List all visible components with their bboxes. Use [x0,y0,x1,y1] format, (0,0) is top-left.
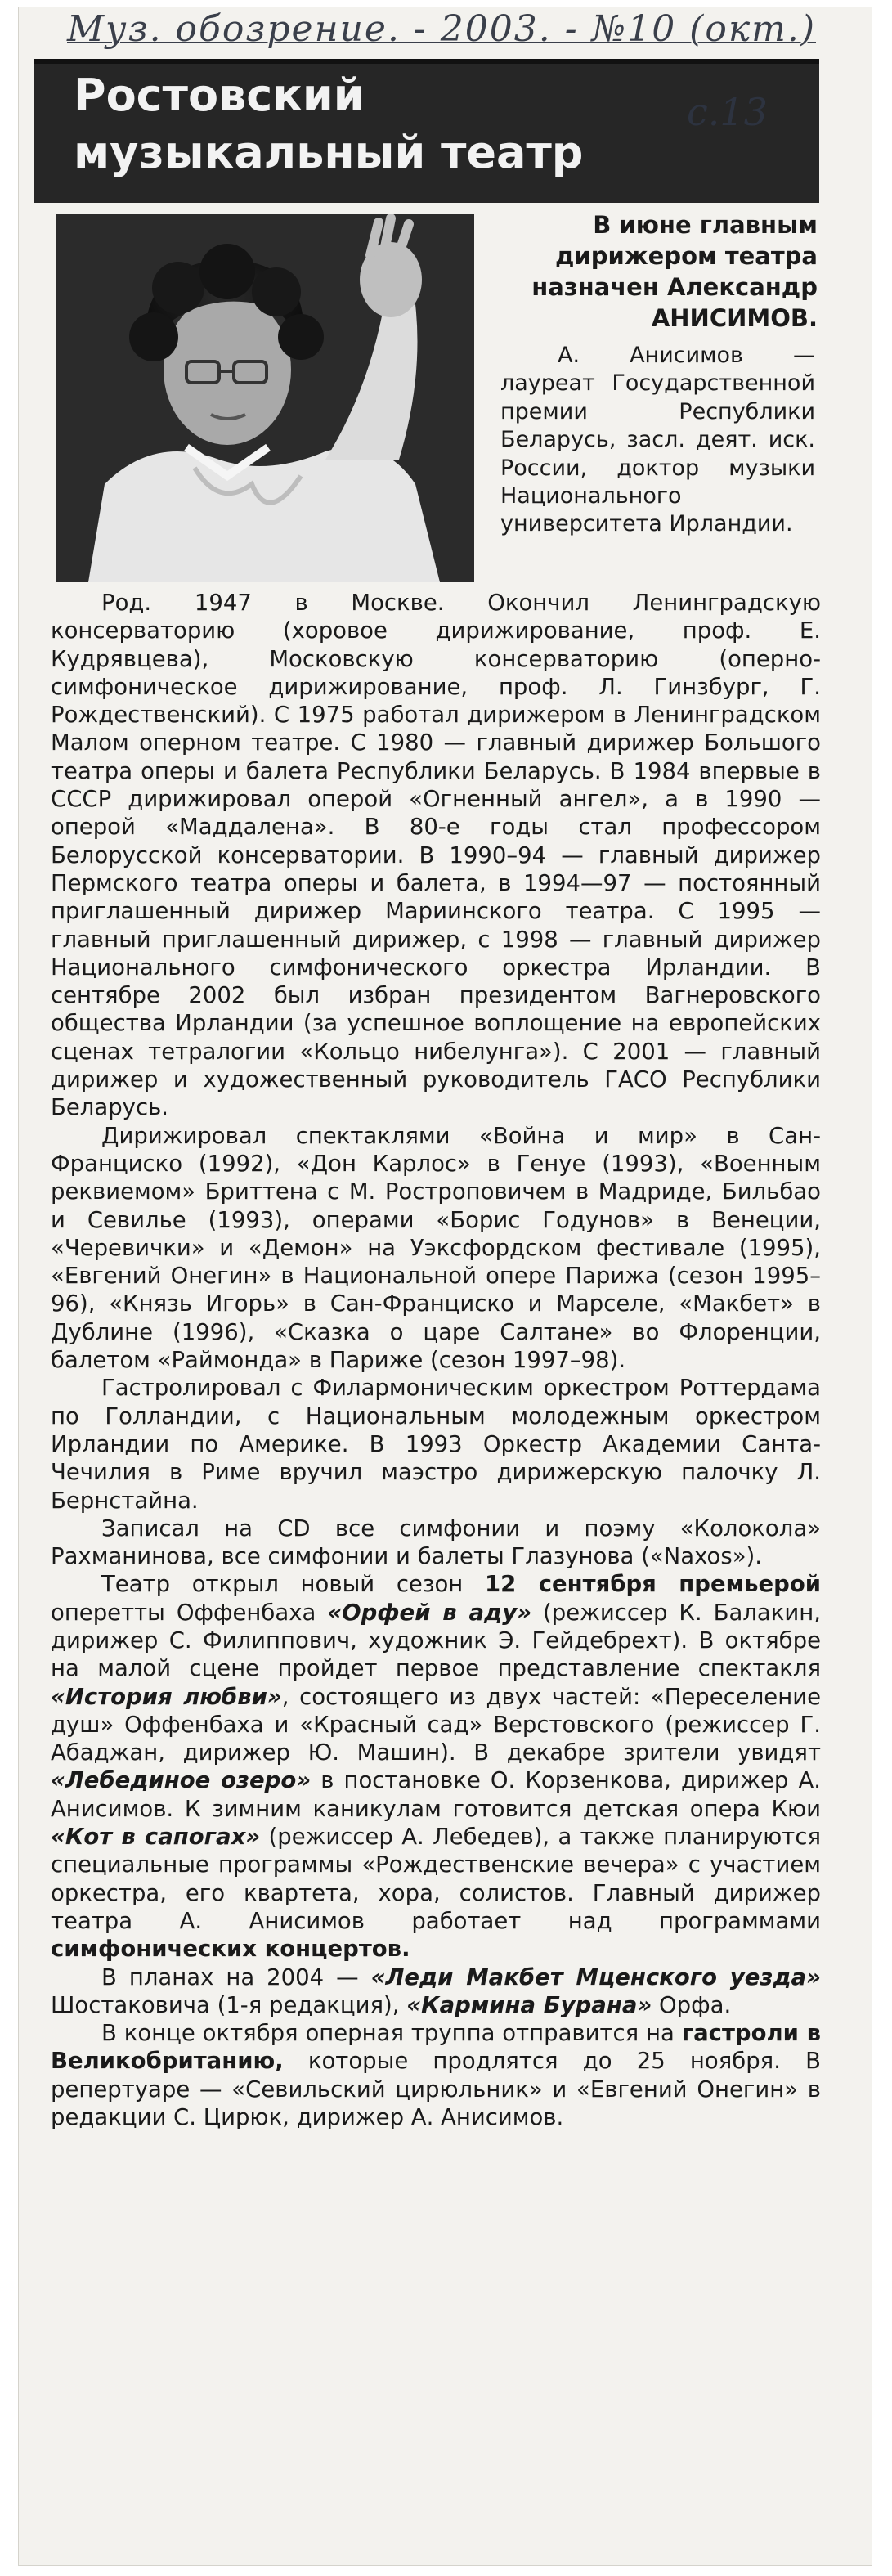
season-text-3: (режиссер К. Балакин, дирижер С. Филиппович, художник Э. Гейдебрехт). В октябре на малой сцене пройдет первое представление спектакля [51,1599,821,1682]
conductor-photo [56,214,474,582]
plans-text-2: Шостаковича (1-я редакция), [51,1991,407,2018]
symphony-concerts: симфонических концертов. [51,1936,410,1963]
paragraph-plans-2004 [51,1963,821,2020]
handwritten-page-ref: с.13 [687,90,768,134]
plans-text-3: Орфа. [652,1991,732,2018]
handwritten-source-note: Муз. обозрение. - 2003. - №10 (окт.) [67,8,816,50]
lead-announcement [499,209,818,334]
paragraph-biography: Род. 1947 в Москве. Окончил Ленинградскую консерваторию (хоровое дирижирование, проф. Е. Кудрявцева), Московскую консерваторию (оперно-симфоническое дирижирование, проф. Л. Гинзбург, Г. Рождественский). С 1975 работал дирижером в Ленинградском Малом оперном театре. С 1980 — главный дирижер Большого театра оперы и балета Республики Беларусь. В 1984 впервые в СССР дирижировал оперой «Огненный ангел», а в 1990 — оперой «Маддалена». В 80-е годы стал профессором Белорусской консерватории. В 1990–94 — главный дирижер Пермского театра оперы и балета, в 1994—97 — постоянный приглашенный дирижер Мариинского театра. С 1995 — главный приглашенный дирижер, с 1998 — главный дирижер Национального симфонического оркестра Ирландии. В сентябре 2002 был избран президентом Вагнеровского общества Ирландии (за успешное воплощение на европейских сценах тетралогии «Кольцо нибелунга»). С 2001 — главный дирижер и художественный руководитель ГАСО Республики Беларусь. [51,590,821,1121]
paragraph-uk-tour [51,2019,821,2131]
side-biography: А. Анисимов — лауреат Государственной премии Республики Беларусь, засл. деят. иск. России, доктор музыки Национального университета Ирландии. [500,343,815,537]
article-heading [74,67,744,182]
article-body [51,589,821,2131]
paragraph-tours: Гастролировал с Филармоническим оркестром Роттердама по Голландии, с Национальным молодежным оркестром Ирландии по Америке. В 1993 Оркестр Академии Санта-Чечилия в Риме вручил маэстро дирижерскую палочку Л. Бернстайна. [51,1375,821,1514]
title-puss-in-boots: «Кот в сапогах» [51,1824,261,1851]
title-orpheus: «Орфей в аду» [327,1599,532,1626]
season-text-5: в постановке О. Корзенкова, дирижер А. Анисимов. К зимним каникулам готовится детская опера Кюи [51,1767,821,1822]
paragraph-recordings: Записал на CD все симфонии и поэму «Колокола» Рахманинова, все симфонии и балеты Глазунова («Naxos»). [51,1515,821,1570]
season-text-6: (режиссер А. Лебедев), а также планируются специальные программы «Рождественские вечера» с участием оркестра, его квартета, хора, солистов. Главный дирижер театра А. Анисимов работает над программами [51,1824,821,1934]
tour-text-2: которые продлятся до 25 ноября. В репертуаре — «Севильский цирюльник» и «Евгений Онегин» в редакции С. Цирюк, дирижер А. Анисимов. [51,2048,821,2131]
heading-line-1: Ростовский [74,70,365,121]
lead-text: В июне главным дирижером театра назначен Александр [531,211,818,301]
heading-line-2: музыкальный театр [74,127,584,178]
title-love-story: «История любви» [51,1683,282,1710]
lead-name: АНИСИМОВ. [651,304,818,332]
plans-text-1: В планах на 2004 — [101,1963,371,1990]
title-swan-lake: «Лебединое озеро» [51,1767,312,1794]
season-premiere-date: 12 сентября премьерой [484,1571,821,1598]
season-text-1: Театр открыл новый сезон [101,1571,485,1598]
tour-uk: гастроли в Великобританию, [51,2020,821,2075]
tour-text-1: В конце октября оперная труппа отправится на [101,2020,682,2047]
title-lady-macbeth: «Леди Макбет Мценского уезда» [370,1963,821,1990]
paragraph-conducting: Дирижировал спектаклями «Война и мир» в Сан-Франциско (1992), «Дон Карлос» в Генуе (1993), «Военным реквиемом» Бриттена с М. Ростроповичем в Мадриде, Бильбао и Севилье (1993), операми «Борис Годунов» в Венеции, «Черевички» и «Демон» на Уэксфордском фестивале (1995), «Евгений Онегин» в Национальной опере Парижа (сезон 1995–96), «Князь Игорь» в Сан-Франциско и Марселе, «Макбет» в Дублине (1996), «Сказка о царе Салтане» во Флоренции, балетом «Раймонда» в Париже (сезон 1997–98). [51,1122,821,1374]
season-text-2: оперетты Оффенбаха [51,1599,328,1626]
paragraph-season [51,1570,821,1963]
title-carmina-burana: «Кармина Бурана» [406,1991,652,2018]
season-text-4: , состоящего из двух частей: «Переселение душ» Оффенбаха и «Красный сад» Верстовского (режиссер Г. Абаджан, дирижер Ю. Машин). В декабре зрители увидят [51,1683,821,1766]
